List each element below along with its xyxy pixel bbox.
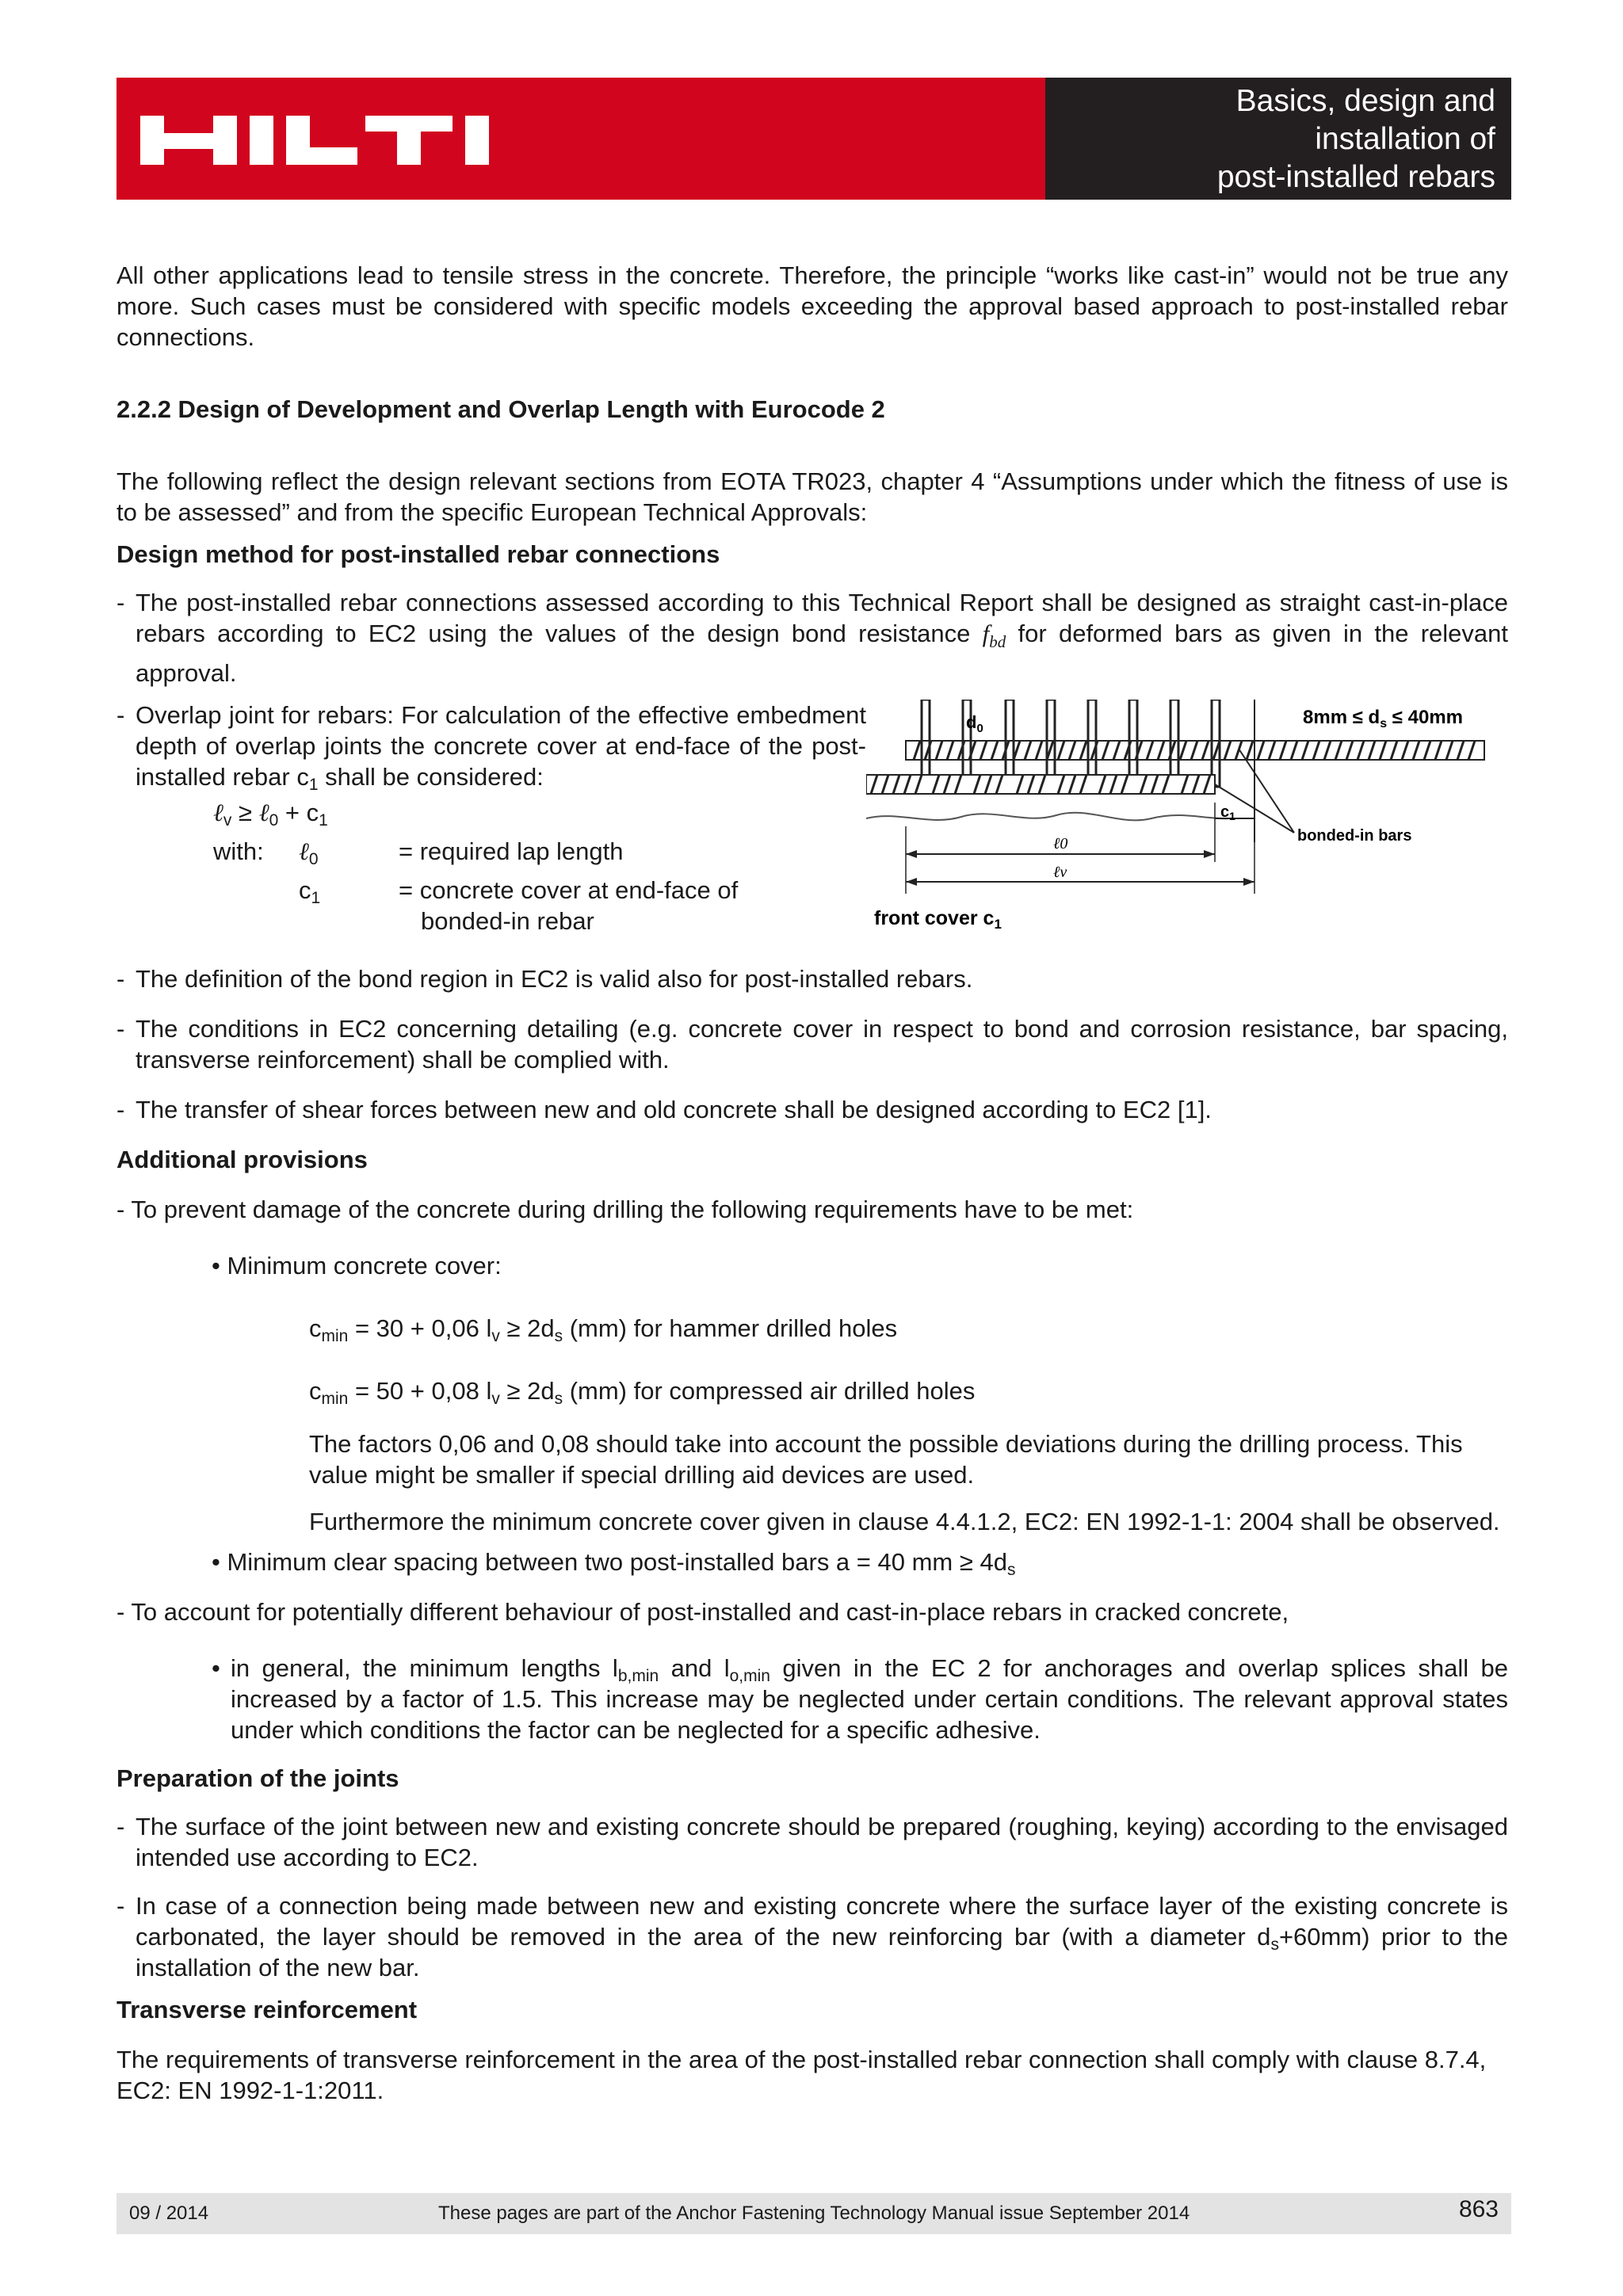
header-title-line: installation of <box>1315 122 1495 156</box>
factors-note: The factors 0,06 and 0,08 should take into account the possible deviations during the drilling process. This value might be smaller if special drilling aid devices are used. <box>309 1430 1463 1489</box>
min-lengths-bullet: • in general, the minimum lengths $l_{b,min}$ and $l_{o,min}$ given in the EC 2 for anchorages and overlap splices shall be increased by a factor of 1.5. This increase may be neglected under certain conditions. The relevant approval states under which conditions the factor can be neglected for a specific adhesive. <box>212 1654 1508 1745</box>
additional-provisions-heading: Additional provisions <box>116 1146 368 1174</box>
page-content <box>116 260 1508 2106</box>
header-title-line: post-installed rebars <box>1216 160 1495 194</box>
design-item-1: - The post-installed rebar connections assessed according to this Technical Report shall be designed as straight cast-in-place rebars according to EC2 using the values of the design bond resistance $f_{bd}$ for deformed bars as given in the relevant approval. <box>116 589 1509 688</box>
header-logo-band <box>116 78 1045 200</box>
design-item-3: - The definition of the bond region in EC2 is valid also for post-installed rebars. <box>116 965 973 994</box>
intro-paragraph: All other applications lead to tensile stress in the concrete. Therefore, the principle “works like cast-in” would not be true any more. Such cases must be considered with specific models exceeding the approval based approach to post-installed rebar connections. <box>116 261 1508 351</box>
design-item-2-text-end: shall be considered: <box>325 763 544 791</box>
header-title-line: Basics, design and <box>1235 84 1495 118</box>
footer-date: 09 / 2014 <box>129 2203 209 2224</box>
design-item-2: - Overlap joint for rebars: For calculation of the effective embedment depth of overlap joints the concrete cover at end-face of the post-installed rebar $c_1$ shall be considered: <box>116 701 866 795</box>
page-footer <box>116 2193 1511 2234</box>
min-cover-bullet: • Minimum concrete cover: <box>212 1252 502 1280</box>
overlap-formula: ℓ$_v$ ≥ ℓ$_0$ + $c_1$ <box>213 799 328 830</box>
bonded-in-bars-label: bonded-in bars <box>1297 827 1412 845</box>
formula-definitions <box>116 836 866 936</box>
d0-label: $d_0$ <box>966 712 983 736</box>
design-method-heading: Design method for post-installed rebar connections <box>116 540 720 568</box>
lv-label: ℓv <box>1053 864 1067 882</box>
section-heading: 2.2.2 Design of Development and Overlap Length with Eurocode 2 <box>116 395 885 423</box>
hilti-logo <box>140 116 498 165</box>
overlap-joint-diagram <box>866 700 1500 937</box>
bar-range-label: $8mm \le d_s \le 40mm$ <box>1303 707 1463 731</box>
footer-note: These pages are part of the Anchor Fastening Technology Manual issue September 2014 <box>438 2203 1190 2224</box>
design-item-1-text: The post-installed rebar connections assessed according to this Technical Report shall be designed as straight cast-in-place rebars according to EC2 using the values of the design bond resistance <box>136 589 1508 647</box>
c1-label: $c_1$ <box>1220 803 1235 823</box>
def-c1-symbol: $c_1$ <box>299 876 321 908</box>
furthermore-note: Furthermore the minimum concrete cover given in clause 4.4.1.2, EC2: EN 1992-1-1: 2004 shall be observed. <box>309 1508 1500 1536</box>
with-label: with: <box>213 837 264 866</box>
transverse-text: The requirements of transverse reinforcement in the area of the post-installed rebar connection shall comply with clause 8.7.4, EC2: EN 1992-1-1:2011. <box>116 2046 1487 2105</box>
l0-label: ℓ0 <box>1053 835 1068 853</box>
overlap-text-block <box>116 700 866 944</box>
page-header <box>116 78 1511 200</box>
design-item-2-text: Overlap joint for rebars: For calculation of the effective embedment depth of overlap joints the concrete cover at end-face of the post-installed rebar c <box>136 701 866 791</box>
preparation-heading: Preparation of the joints <box>116 1764 399 1793</box>
drilling-requirements: - To prevent damage of the concrete during drilling the following requirements have to be met: <box>116 1196 1134 1224</box>
overlap-section <box>116 700 1508 944</box>
def-c1-text: = concrete cover at end-face of bonded-in rebar <box>399 876 739 936</box>
cmin-hammer-formula: $c_{min} = 30 + 0,06$ $l_v \ge 2d_s$ (mm) for hammer drilled holes <box>309 1314 898 1346</box>
cracked-concrete-note: - To account for potentially different behaviour of post-installed and cast-in-place rebars in cracked concrete, <box>116 1598 1289 1627</box>
def-l0-symbol: ℓ$_0$ <box>299 837 319 869</box>
page-number: 863 <box>1458 2196 1499 2222</box>
preparation-item-2: - In case of a connection being made between new and existing concrete where the surface layer of the existing concrete is carbonated, the layer should be removed in the area of the new reinforcing bar (with a diameter $d_s+60mm$) prior to the installation of the new bar. <box>116 1892 1509 1982</box>
figure-caption: front cover $c_1$ <box>874 907 1002 933</box>
design-item-4: - The conditions in EC2 concerning detailing (e.g. concrete cover in respect to bond and corrosion resistance, bar spacing, transverse reinforcement) shall be complied with. <box>116 1015 1508 1074</box>
design-item-5: - The transfer of shear forces between new and old concrete shall be designed according to EC2 [1]. <box>116 1096 1212 1124</box>
preparation-item-1: - The surface of the joint between new and existing concrete should be prepared (roughing, keying) according to the envisaged intended use according to EC2. <box>116 1813 1508 1872</box>
min-spacing-bullet: • Minimum clear spacing between two post-installed bars a = 40 mm ≥ $4d_s$ <box>212 1548 1016 1580</box>
design-item-1-text-end: for deformed bars as given in the relevant approval. <box>136 620 1509 688</box>
fbd-symbol: $f_{bd}$ <box>982 620 1006 652</box>
cmin-air-formula: $c_{min} = 50 + 0,08$ $l_v \ge 2d_s$ (mm) for compressed air drilled holes <box>309 1377 976 1409</box>
transverse-heading: Transverse reinforcement <box>116 1996 418 2024</box>
overlap-figure <box>866 700 1508 944</box>
header-title <box>1045 78 1511 200</box>
section-intro: The following reflect the design relevant sections from EOTA TR023, chapter 4 “Assumptions under which the fitness of use is to be assessed” and from the specific European Technical Approvals: <box>116 467 1508 526</box>
def-l0-text: = required lap length <box>399 837 624 866</box>
